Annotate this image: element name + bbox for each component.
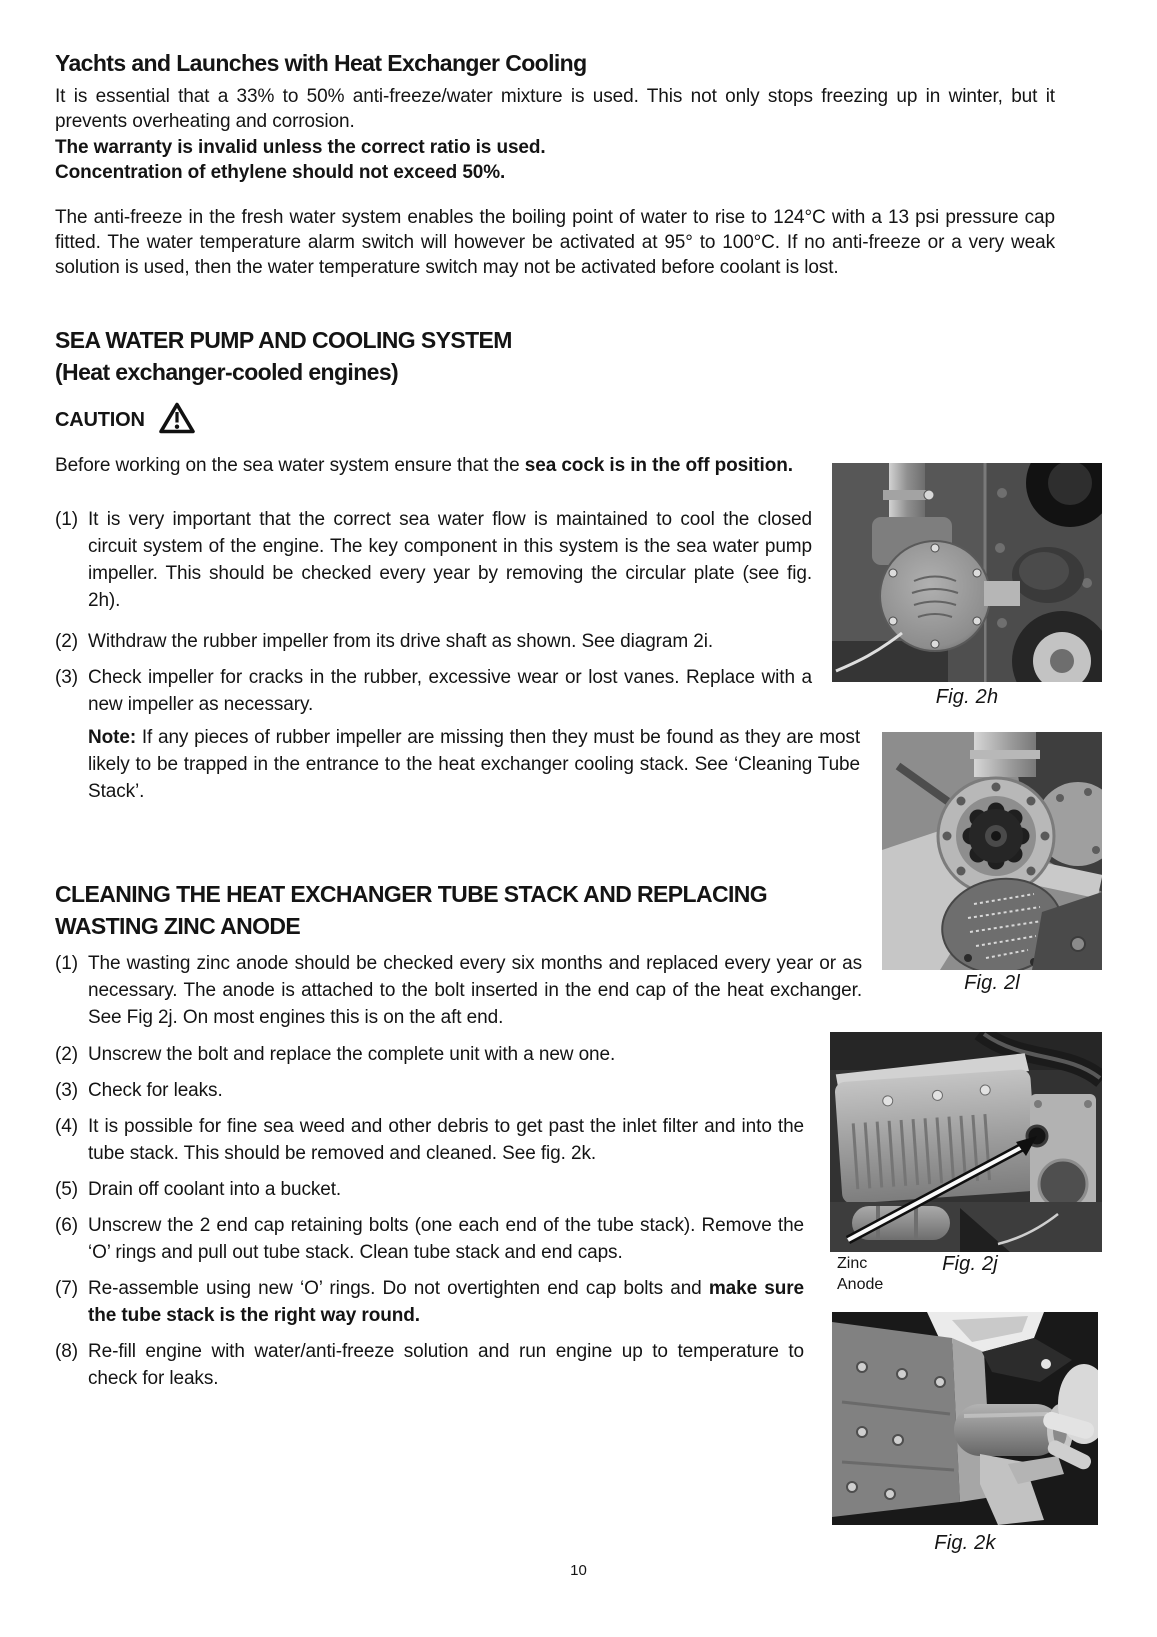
warranty-warning-line: The warranty is invalid unless the correct ratio is used. <box>55 137 546 158</box>
item-number: (1) <box>55 509 78 530</box>
note-label: Note: <box>88 727 137 748</box>
figure-2h-caption: Fig. 2h <box>935 686 999 708</box>
item-text: Unscrew the 2 end cap retaining bolts (one each end of the tube stack). Remove the ‘O’ rings and pull out tube stack. Clean tube stack and end caps. <box>88 1215 804 1263</box>
caution-row <box>55 402 195 439</box>
intro-paragraph-1: It is essential that a 33% to 50% anti-freeze/water mixture is used. This not only stops freezing up in winter, but it prevents overheating and corrosion. <box>55 86 1055 132</box>
caution-label: CAUTION <box>55 409 145 431</box>
item-number: (5) <box>55 1179 78 1200</box>
page-title: Yachts and Launches with Heat Exchanger Cooling <box>55 50 587 76</box>
zinc-label-line: Zinc <box>837 1255 868 1272</box>
list-item <box>55 1176 804 1203</box>
figure-2k-photo <box>832 1312 1098 1530</box>
item-text: Unscrew the bolt and replace the complete unit with a new one. <box>88 1044 616 1065</box>
zinc-label-line: Anode <box>837 1276 884 1293</box>
item-text: It is possible for fine sea weed and other debris to get past the inlet filter and into the tube stack. This should be removed and cleaned. See fig. 2k. <box>88 1116 804 1164</box>
list-item <box>55 1212 804 1266</box>
section-heading-cleaning <box>55 878 825 942</box>
item-text: Re-fill engine with water/anti-freeze solution and run engine up to temperature to check for leaks. <box>88 1341 804 1389</box>
list-item <box>55 950 862 1031</box>
zinc-anode-label <box>837 1253 883 1295</box>
caution-paragraph <box>55 452 812 479</box>
item-text: It is very important that the correct sea water flow is maintained to cool the closed circuit system of the engine. The key component in this system is the sea water pump impeller. This should be checked every year by removing the circular plate (see fig. 2h). <box>88 509 812 611</box>
figure-2h-photo <box>832 463 1102 687</box>
list-item <box>55 1275 804 1329</box>
item-text: The wasting zinc anode should be checked every six months and replaced every year or as necessary. The anode is attached to the bolt inserted in the end cap of the heat exchanger. See Fig 2j. On most engines this is on the aft end. <box>88 953 862 1028</box>
intro-paragraph-2: The anti-freeze in the fresh water system enables the boiling point of water to rise to 124°C with a 13 psi pressure cap fitted. The water temperature alarm switch will however be activated at 95° to 100°C. If no anti-freeze or a very weak solution is used, then the water temperature switch may not be activated before coolant is lost. <box>55 207 1055 278</box>
section-heading-sea-water: SEA WATER PUMP AND COOLING SYSTEM <box>55 327 512 353</box>
list-item <box>55 664 812 718</box>
list-item <box>55 1041 804 1068</box>
figure-2l-photo <box>882 732 1102 975</box>
page-number: 10 <box>570 1562 587 1579</box>
item-text-bold: make sure the tube stack is the right way round. <box>88 1278 804 1326</box>
item-text: Check impeller for cracks in the rubber, excessive wear or lost vanes. Replace with a new impeller as necessary. <box>88 667 812 715</box>
list-item <box>55 1077 804 1104</box>
item-number: (2) <box>55 1044 78 1065</box>
item-number: (4) <box>55 1116 78 1137</box>
item-text <box>88 1275 804 1329</box>
item-number: (7) <box>55 1278 78 1299</box>
section-subheading: (Heat exchanger-cooled engines) <box>55 359 399 385</box>
item-number: (1) <box>55 953 78 974</box>
figure-2k-caption: Fig. 2k <box>934 1532 996 1554</box>
heading-line: CLEANING THE HEAT EXCHANGER TUBE STACK AND REPLACING <box>55 881 768 907</box>
item-number: (8) <box>55 1341 78 1362</box>
item-text-normal: Re-assemble using new ‘O’ rings. Do not overtighten end cap bolts and <box>88 1278 709 1299</box>
item-number: (2) <box>55 631 78 652</box>
list-item <box>55 1338 804 1392</box>
caution-paragraph-bold: sea cock is in the off position. <box>524 455 793 476</box>
heading-line: WASTING ZINC ANODE <box>55 913 301 939</box>
figure-2l-caption: Fig. 2l <box>964 972 1020 994</box>
item-text: Drain off coolant into a bucket. <box>88 1179 342 1200</box>
figure-2j-photo <box>830 1032 1102 1257</box>
list-item <box>55 1113 804 1167</box>
list-item <box>55 628 812 655</box>
list-item <box>55 506 812 614</box>
note-block <box>88 724 860 805</box>
item-number: (3) <box>55 667 78 688</box>
concentration-warning-line: Concentration of ethylene should not exceed 50%. <box>55 162 506 183</box>
warning-triangle-icon <box>159 402 195 439</box>
item-text: Withdraw the rubber impeller from its drive shaft as shown. See diagram 2i. <box>88 631 714 652</box>
item-number: (6) <box>55 1215 78 1236</box>
figure-2j-caption: Fig. 2j <box>942 1253 998 1275</box>
item-number: (3) <box>55 1080 78 1101</box>
note-text: If any pieces of rubber impeller are missing then they must be found as they are most likely to be trapped in the entrance to the heat exchanger cooling stack. See ‘Cleaning Tube Stack’. <box>88 727 860 802</box>
item-text: Check for leaks. <box>88 1080 223 1101</box>
caution-paragraph-text: Before working on the sea water system ensure that the <box>55 455 525 476</box>
